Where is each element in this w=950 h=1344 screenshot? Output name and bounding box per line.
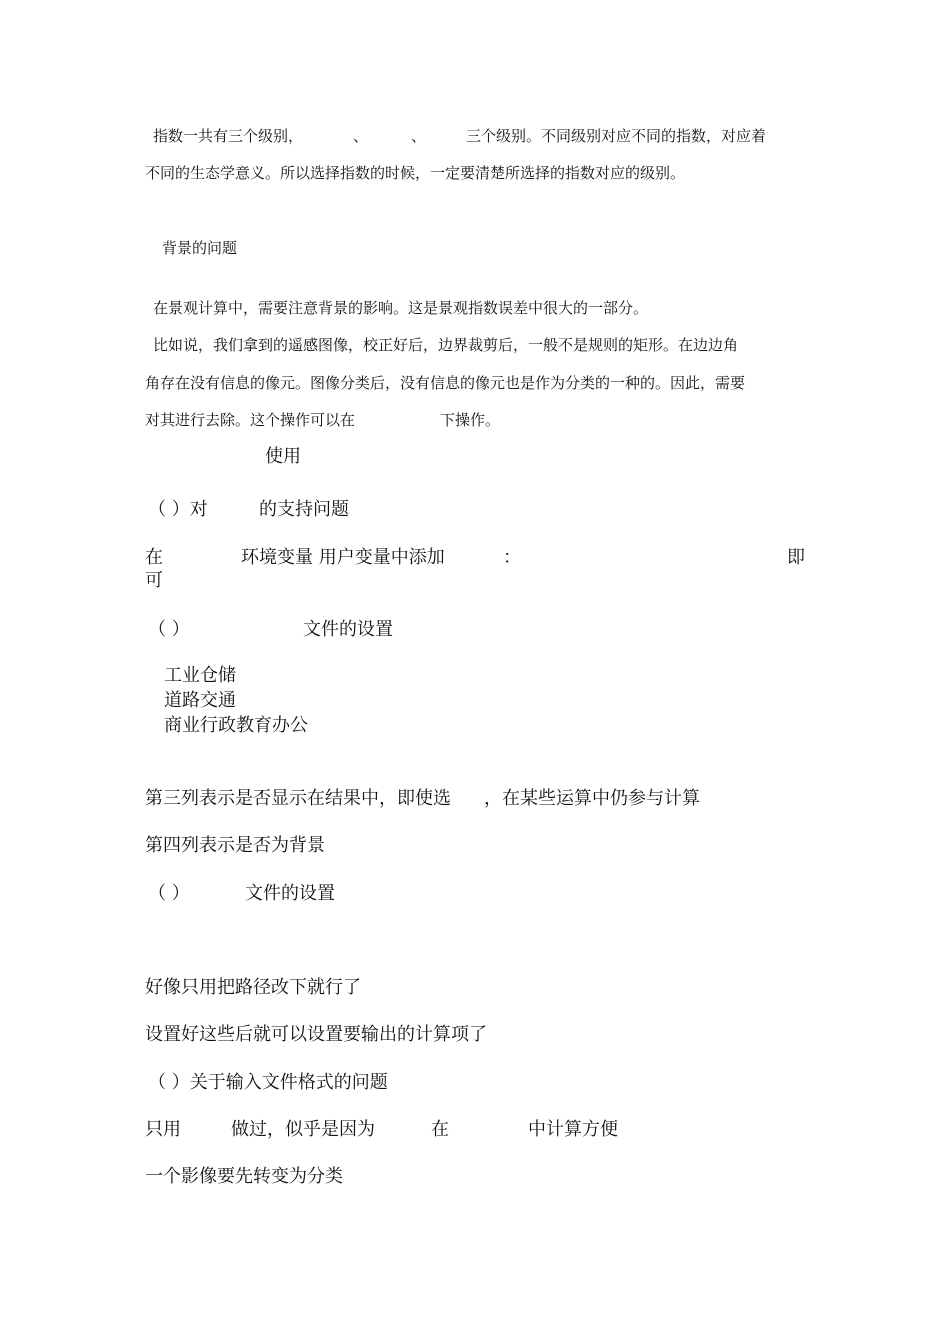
p3-line3-part2: 下操作。 — [440, 411, 501, 429]
section1-paren: （ ）对 — [148, 499, 208, 520]
env-line-c: 即 — [787, 547, 805, 568]
env-line-colon: ： — [503, 547, 521, 568]
section2-paren: （ ） — [148, 619, 190, 640]
path-line: 好像只用把路径改下就行了 — [145, 977, 361, 998]
section3-paren: （ ） — [148, 883, 190, 904]
col3-line-b: ，在某些运算中仍参与计算 — [484, 788, 700, 809]
use-line: 使用 — [265, 446, 301, 467]
p1-line1-sep2: 、 — [411, 127, 427, 145]
col3-line-a: 第三列表示是否显示在结果中，即使选 — [145, 788, 451, 809]
only-line-a: 只用 — [145, 1119, 181, 1140]
p3-line3-part1: 对其进行去除。这个操作可以在 — [145, 411, 356, 429]
p1-line1-part2: 三个级别。不同级别对应不同的指数，对应着 — [466, 127, 767, 145]
p1-line1-part1: 指数一共有三个级别， — [153, 127, 304, 145]
p3-line1: 比如说，我们拿到的遥感图像，校正好后，边界裁剪后，一般不是规则的矩形。在边边角 — [153, 336, 739, 354]
only-line-c: 在 — [431, 1119, 449, 1140]
setup-line: 设置好这些后就可以设置要输出的计算项了 — [145, 1024, 487, 1045]
section4-title: （ ）关于输入文件格式的问题 — [148, 1072, 388, 1093]
only-line-d: 中计算方便 — [528, 1119, 618, 1140]
section3-title: 文件的设置 — [245, 883, 335, 904]
class-item-1: 工业仓储 — [164, 665, 236, 686]
col4-line: 第四列表示是否为背景 — [145, 835, 325, 856]
section1-title: 的支持问题 — [259, 499, 349, 520]
only-line-b: 做过，似乎是因为 — [231, 1119, 375, 1140]
p1-line1-sep1: 、 — [353, 127, 369, 145]
last-line: 一个影像要先转变为分类 — [145, 1166, 343, 1187]
class-item-3: 商业行政教育办公 — [164, 715, 308, 736]
p3-line2: 角存在没有信息的像元。图像分类后，没有信息的像元也是作为分类的一种的。因此，需要 — [145, 374, 746, 392]
env-line-a: 在 — [145, 547, 163, 568]
env-line-b: 环境变量 用户变量中添加 — [241, 547, 445, 568]
p2: 在景观计算中，需要注意背景的影响。这是景观指数误差中很大的一部分。 — [153, 299, 649, 317]
p1-line2: 不同的生态学意义。所以选择指数的时候，一定要清楚所选择的指数对应的级别。 — [145, 164, 686, 182]
class-item-2: 道路交通 — [164, 690, 236, 711]
heading-background: 背景的问题 — [162, 239, 238, 257]
env-line-d: 可 — [145, 570, 163, 591]
section2-title: 文件的设置 — [303, 619, 393, 640]
